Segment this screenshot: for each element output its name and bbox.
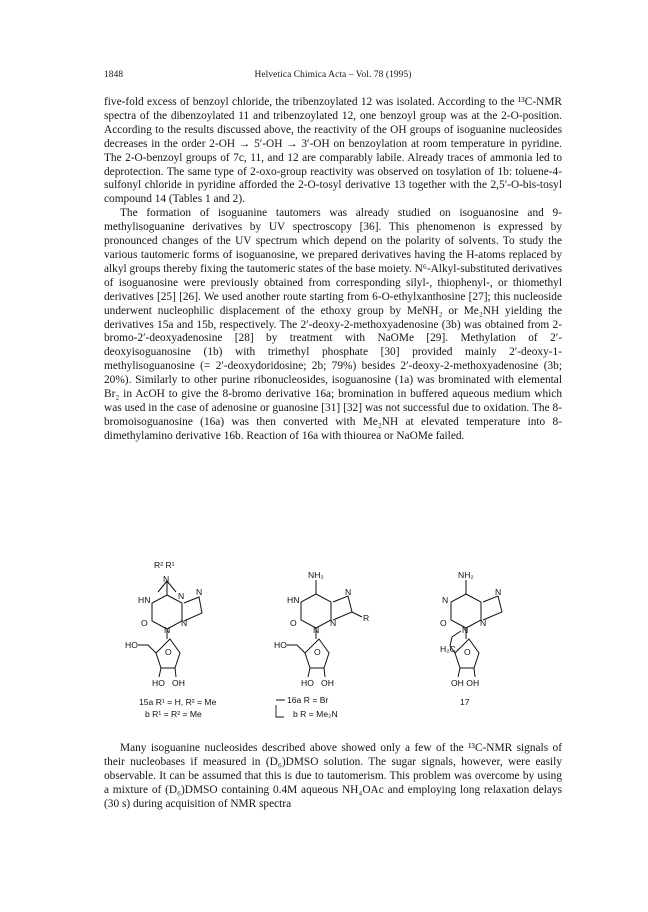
struct17-n9: N <box>480 618 487 628</box>
struct17-n7: N <box>495 587 502 597</box>
struct17-h2c: H₂C <box>440 644 456 654</box>
struct15-ring-o: O <box>165 647 172 657</box>
struct16-n9: N <box>330 618 337 628</box>
running-header <box>104 70 562 84</box>
chemical-structures-figure <box>104 555 562 725</box>
struct16-hn: HN <box>287 595 300 605</box>
journal-title: Helvetica Chimica Acta – Vol. 78 (1995) <box>254 70 412 80</box>
struct17-o: O <box>440 618 447 628</box>
struct15-ho-pair: HO OH <box>152 678 185 688</box>
struct15-o: O <box>141 618 148 628</box>
continued-text <box>104 742 562 812</box>
struct16-ho5: HO <box>274 640 287 650</box>
struct15-hn: HN <box>138 595 151 605</box>
struct15-n7: N <box>196 587 203 597</box>
struct16-o: O <box>290 618 297 628</box>
paragraph: five-fold excess of benzoyl chloride, the tribenzoylated 12 was isolated. According to the ¹³C-NMR spectra of the dibenzoylated 11 and tribenzoylated 12, one benzoyl group was at the 2-O-position. According to the results discussed above, the reactivity of the OH groups of isoguanine nucleosides decreases in the order 2-OH → 5′-OH → 3′-OH on benzoylation at room temperature in pyridine. The 2-O-benzoyl groups of 7c, 11, and 12 are comparably labile. Already traces of ammonia led to deprotection. The same type of 2-oxo-group reactivity was observed on tosylation of 1b: toluene-4-sulfonyl chloride in pyridine afforded the 2-O-tosyl derivative 13 together with the 2,5′-O-bis-tosyl compound 14 (Tables 1 and 2). <box>104 96 562 206</box>
struct17-n1: N <box>442 595 449 605</box>
struct16-nh2: NH₂ <box>308 570 324 580</box>
struct16-label-b: b R = Me₂N <box>293 709 338 719</box>
paragraph: Many isoguanine nucleosides described above showed only a few of the ¹³C-NMR signals of their nucleobases if measured in (D₆)DMSO solution. The sugar signals, however, were easily observable. It can be assumed that this is due to tautomerism. This problem was overcome by using a mixture of (D₆)DMSO containing 0.4M aqueous NH₄OAc and employing long relaxation delays (30 s) during acquisition of NMR spectra <box>104 742 562 810</box>
struct16-ring-o: O <box>314 647 321 657</box>
main-text <box>104 96 562 444</box>
struct16-bracket <box>276 700 285 717</box>
struct15-n9: N <box>181 618 188 628</box>
struct15-ho5: HO <box>125 640 138 650</box>
struct16-n3: N <box>313 625 320 635</box>
struct15-n-top: N <box>163 574 170 584</box>
paragraph: The formation of isoguanine tautomers was already studied on isoguanosine and 9-methylisoguanine derivatives by UV spectroscopy [36]. This phenomenon is expressed by pronounced changes of the UV spectrum which depend on the polarity of solvents. To study the various tautomeric forms of isoguanosine, we prepared derivatives having the H-atoms replaced by alkyl groups thereby fixing the tautomeric states of the base moiety. N⁶-Alkyl-substituted derivatives of isoguanosine were previously obtained from corresponding silyl-, thiophenyl-, or thiomethyl derivatives [25] [26]. We used another route starting from 6-O-ethylxanthosine [27]; this nucleoside underwent nucleophilic displacement of the ethoxy group by MeNH₂ or Me₂NH yielding the derivatives 15a and 15b, respectively. The 2′-deoxy-2-methoxyadenosine (3b) was obtained from 2-bromo-2′-deoxyadenosine [28] by treatment with NaOMe [29]. Methylation of 2′-deoxyisoguanosine (1b) with trimethyl phosphate [30] provided mainly 2′-deoxy-1-methylisoguanosine (= 2′-deoxydoridosine; 2b; 79%) besides 2′-deoxy-2-methoxyadenosine (3b; 20%). Similarly to other purine ribonucleosides, isoguanosine (1a) was brominated with elemental Br₂ in AcOH to give the 8-bromo derivative 16a; bromination in buffered aqueous medium which was used in the case of adenosine or guanosine [31] [32] was not successful due to oxidation. The 8-bromoisoguanosine (16a) was then converted with Me₂NH at elevated temperature into 8-dimethylamino derivative 16b. Reaction of 16a with thiourea or NaOMe failed. <box>104 207 562 442</box>
struct17-n3: N <box>462 625 469 635</box>
struct15-n3: N <box>178 591 185 601</box>
struct15-n1: N <box>164 625 171 635</box>
page-number: 1848 <box>104 70 124 80</box>
struct17-oh-pair: OH OH <box>451 678 480 688</box>
struct15-label-b: b R¹ = R² = Me <box>145 709 202 719</box>
struct16-label-a: 16a R = Br <box>287 695 329 705</box>
struct17-label: 17 <box>460 697 470 707</box>
struct17-nh2: NH₂ <box>458 570 474 580</box>
struct17-ring-o: O <box>464 647 471 657</box>
struct15-label-a: 15a R¹ = H, R² = Me <box>139 697 217 707</box>
struct16-ho-pair: HO OH <box>301 678 334 688</box>
struct16-n7: N <box>345 587 352 597</box>
struct15-substituents: R² R¹ <box>154 560 175 570</box>
struct16-r: R <box>363 613 370 623</box>
